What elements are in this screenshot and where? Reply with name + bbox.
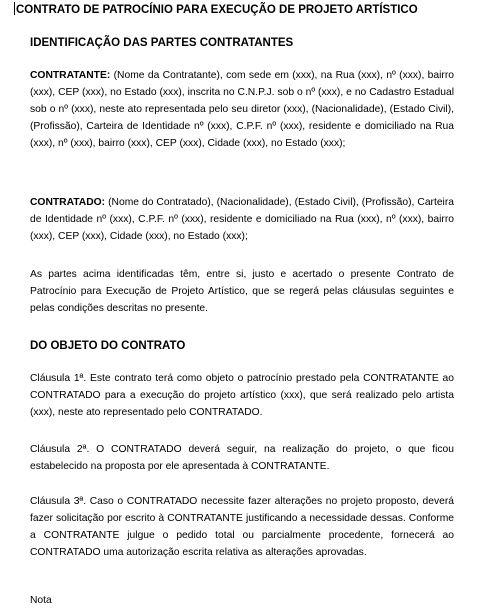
section-heading-object: DO OBJETO DO CONTRATO	[30, 340, 186, 352]
contratado-text: (Nome do Contratado), (Nacionalidade), (Estado Civil), (Profissão), Carteira de Identidade nº (xxx), C.P.F. nº (xxx), residente e domiciliado na Rua (xxx), nº (xxx), bairro (xxx), CEP (xxx), Cidade (xxx), no Estado (xxx);	[30, 197, 454, 242]
paragraph-contratante	[30, 67, 454, 152]
contratante-text: (Nome da Contratante), com sede em (xxx), na Rua (xxx), nº (xxx), bairro (xxx), CEP (xxx), no Estado (xxx), inscrita no C.N.P.J. sob o nº (xxx), e no Cadastro Estadual sob o nº (xxx), neste ato representada pelo seu diretor (xxx), (Nacionalidade), (Estado Civil), (Profissão), Carteira de Identidade nº (xxx), C.P.F. nº (xxx), residente e domiciliado na Rua (xxx), nº (xxx), bairro (xxx), CEP (xxx), Cidade (xxx), no Estado (xxx);	[30, 70, 454, 149]
paragraph-clause-2: Cláusula 2ª. O CONTRATADO deverá seguir, na realização do projeto, o que ficou estabelecido na proposta por ele apresentada à CONTRATANTE.	[30, 444, 454, 472]
contratado-label: CONTRATADO:	[30, 197, 106, 208]
paragraph-contratado	[30, 194, 454, 245]
paragraph-cutoff: Nota	[30, 595, 52, 606]
section-heading-parties: IDENTIFICAÇÃO DAS PARTES CONTRATANTES	[30, 37, 294, 49]
text-cursor	[14, 2, 15, 15]
paragraph-intro: As partes acima identificadas têm, entre si, justo e acertado o presente Contrato de Patrocínio para Execução de Projeto Artístico, que se regerá pelas cláusulas seguintes e pelas condições descritas no presente.	[30, 269, 454, 314]
paragraph-clause-3: Cláusula 3ª. Caso o CONTRATADO necessite fazer alterações no projeto proposto, deverá fazer solicitação por escrito à CONTRATANTE justificando a necessidade dessas. Conforme a CONTRATANTE julgue o pedido total ou parcialmente procedente, fornecerá ao CONTRATADO uma autorização escrita relativa as alterações aprovadas.	[30, 496, 454, 558]
document-title: CONTRATO DE PATROCÍNIO PARA EXECUÇÃO DE PROJETO ARTÍSTICO	[16, 4, 418, 16]
paragraph-clause-1: Cláusula 1ª. Este contrato terá como objeto o patrocínio prestado pela CONTRATANTE ao CONTRATADO para a execução do projeto artístico (xxx), que será realizado pelo artista (xxx), neste ato representado pelo CONTRATADO.	[30, 373, 454, 418]
contratante-label: CONTRATANTE:	[30, 70, 111, 81]
